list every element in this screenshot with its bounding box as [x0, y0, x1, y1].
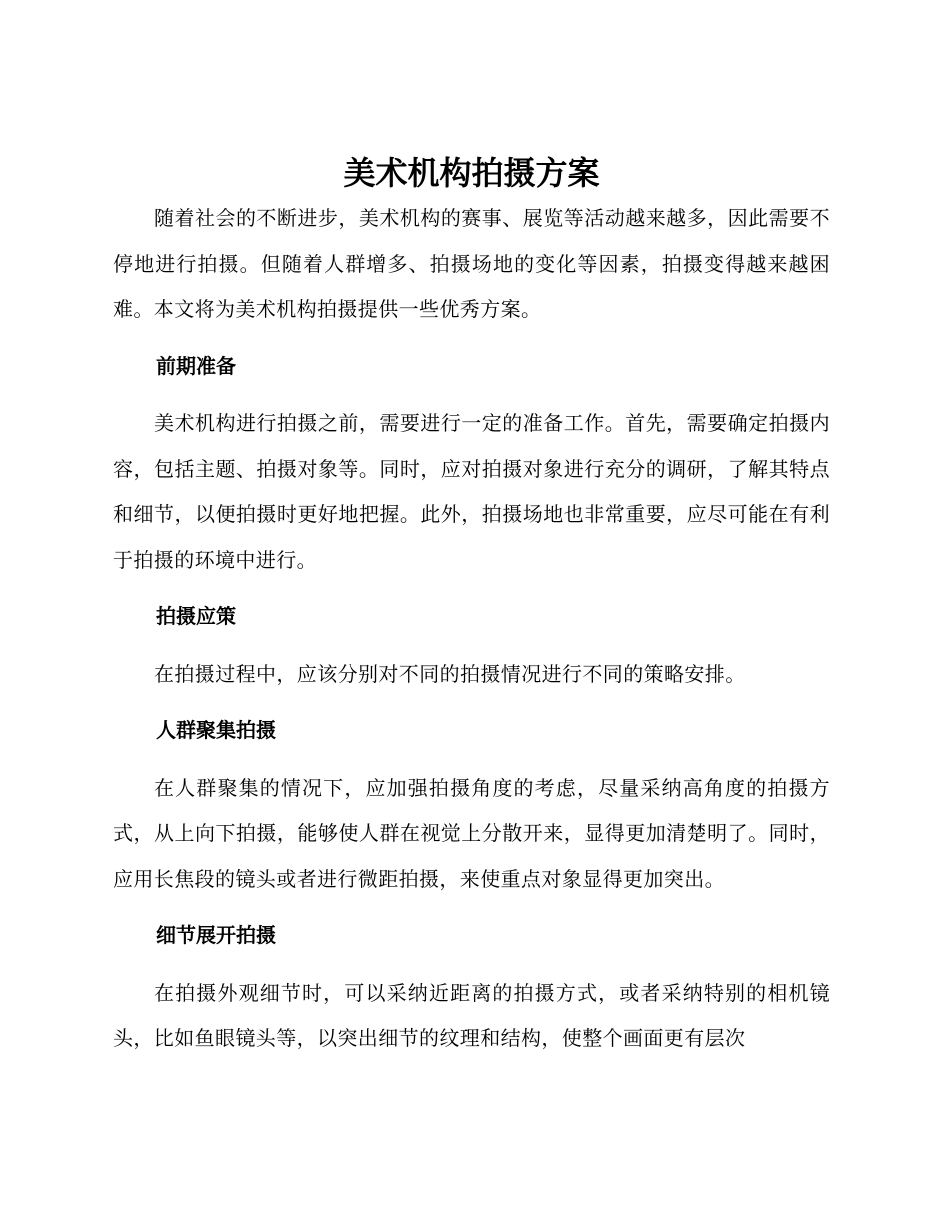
section-body-strategy: 在拍摄过程中，应该分别对不同的拍摄情况进行不同的策略安排。 — [154, 661, 746, 686]
section-body-preparation: 美术机构进行拍摄之前，需要进行一定的准备工作。首先，需要确定拍摄内容，包括主题、拍摄对象等。同时，应对拍摄对象进行充分的调研，了解其特点和细节，以便拍摄时更好地把握。此外，拍摄场地也非常重要，应尽可能在有利于拍摄的环境中进行。 — [113, 411, 830, 572]
document-title: 美术机构拍摄方案 — [343, 154, 600, 192]
section-heading-strategy: 拍摄应策 — [156, 604, 236, 628]
section-body-crowd: 在人群聚集的情况下，应加强拍摄角度的考虑，尽量采纳高角度的拍摄方式，从上向下拍摄，能够使人群在视觉上分散开来，显得更加清楚明了。同时，应用长焦段的镜头或者进行微距拍摄，来使重点对象显得更加突出。 — [113, 775, 830, 891]
section-body-detail: 在拍摄外观细节时，可以采纳近距离的拍摄方式，或者采纳特别的相机镜头，比如鱼眼镜头等，以突出细节的纹理和结构，使整个画面更有层次 — [113, 980, 830, 1050]
section-heading-crowd: 人群聚集拍摄 — [156, 718, 276, 742]
section-heading-detail: 细节展开拍摄 — [156, 923, 276, 947]
intro-paragraph: 随着社会的不断进步，美术机构的赛事、展览等活动越来越多，因此需要不停地进行拍摄。但随着人群增多、拍摄场地的变化等因素，拍摄变得越来越困难。本文将为美术机构拍摄提供一些优秀方案。 — [113, 206, 830, 321]
section-heading-preparation: 前期准备 — [156, 353, 236, 378]
document-content — [113, 150, 830, 1062]
